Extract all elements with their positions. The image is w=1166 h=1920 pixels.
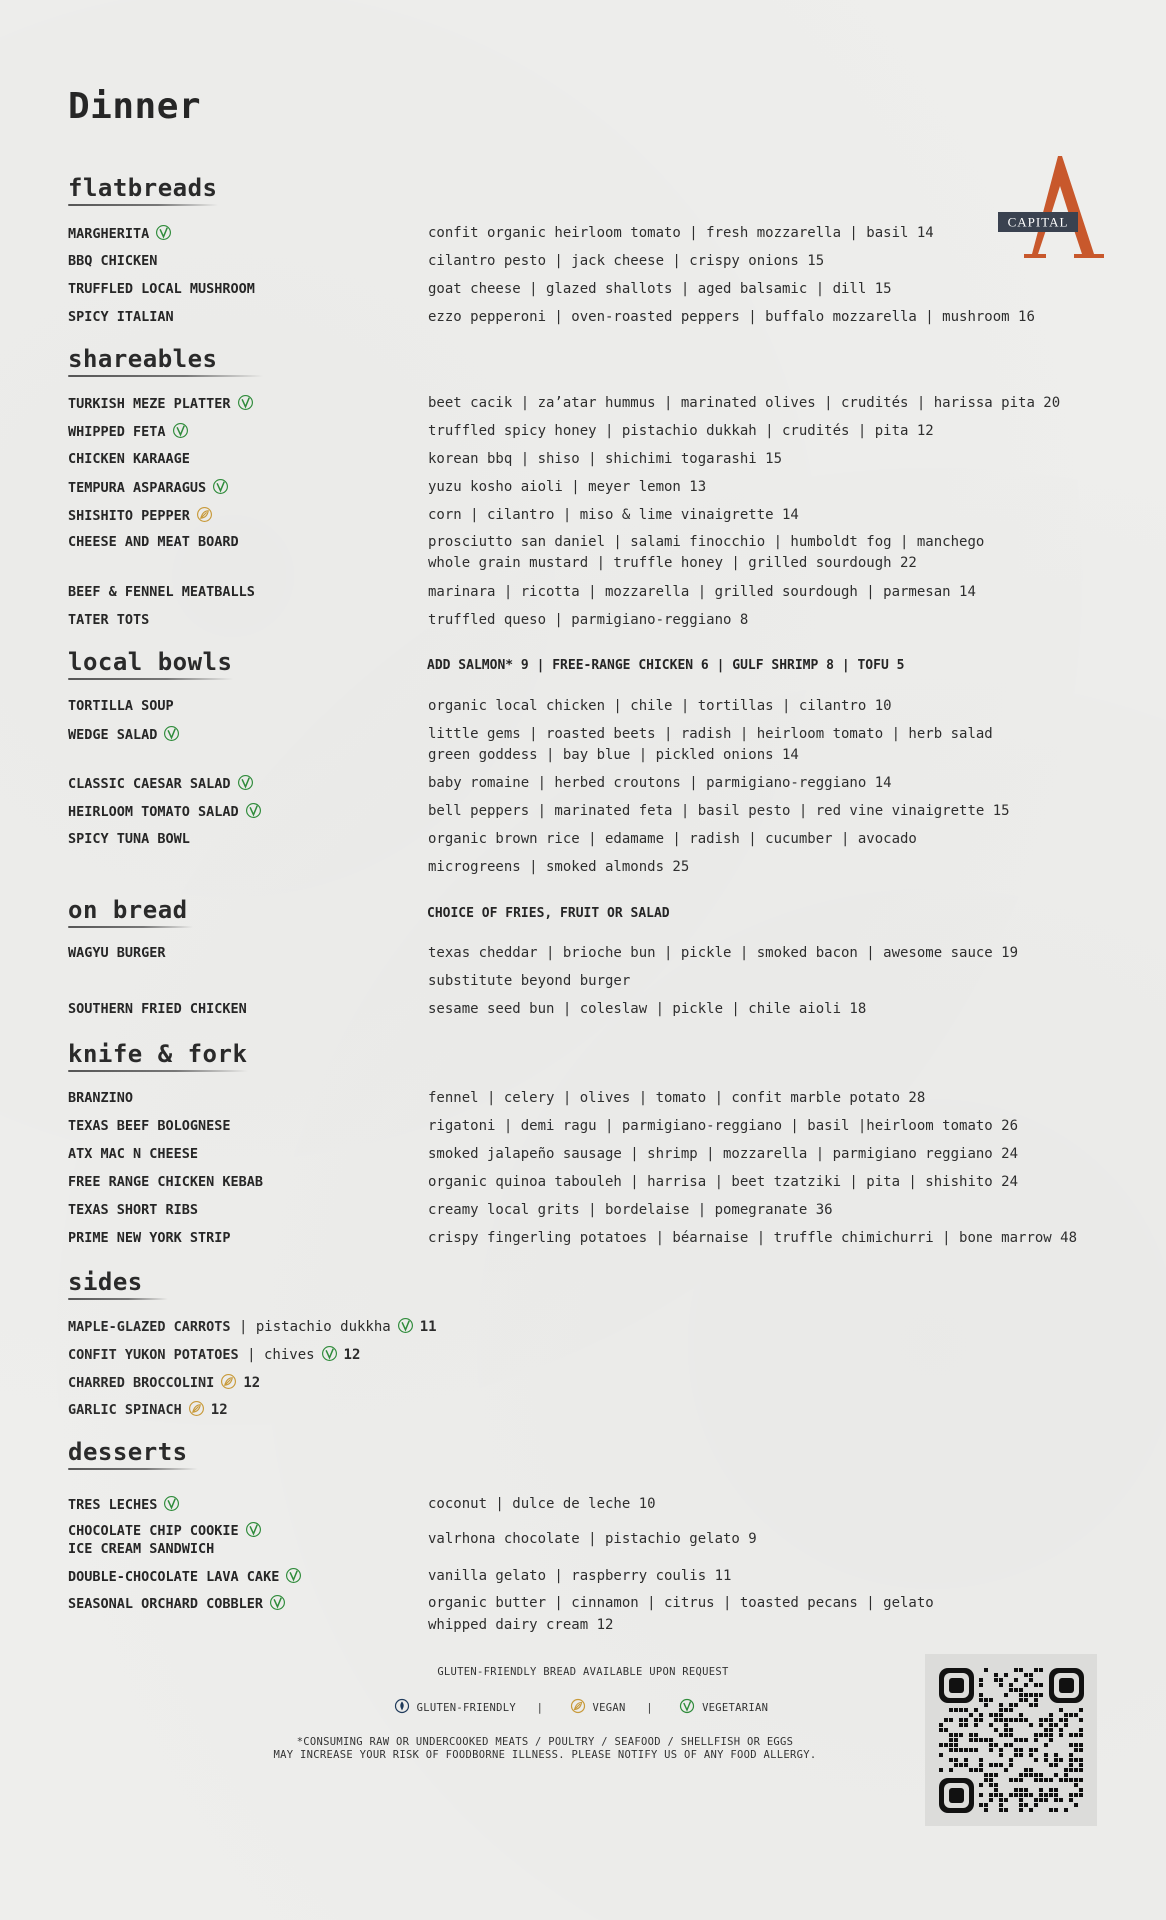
item-name-text: PRIME NEW YORK STRIP bbox=[68, 1230, 231, 1246]
item-name-text: TURKISH MEZE PLATTER bbox=[68, 396, 231, 412]
warning-line-2: MAY INCREASE YOUR RISK OF FOODBORNE ILLNESS. PLEASE NOTIFY US OF ANY FOOD ALLERGY. bbox=[273, 1749, 817, 1761]
side-item bbox=[68, 1373, 260, 1392]
vegetarian-icon bbox=[397, 1317, 414, 1334]
item-name bbox=[68, 697, 174, 715]
item-name bbox=[68, 308, 174, 326]
item-name bbox=[68, 1567, 302, 1586]
item-name bbox=[68, 506, 213, 525]
item-name-text: SPICY ITALIAN bbox=[68, 309, 174, 325]
item-description: valrhona chocolate | pistachio gelato 9 bbox=[428, 1531, 757, 1547]
item-name bbox=[68, 1089, 133, 1107]
item-description: microgreens | smoked almonds 25 bbox=[428, 859, 690, 875]
item-name-text: SEASONAL ORCHARD COBBLER bbox=[68, 1596, 264, 1612]
item-name-text: CHEESE AND MEAT BOARD bbox=[68, 534, 239, 550]
item-name bbox=[68, 478, 229, 497]
legend-vegan-label: VEGAN bbox=[592, 1702, 626, 1714]
section-title: local bowls bbox=[68, 648, 233, 676]
item-name bbox=[68, 944, 166, 962]
item-description: fennel | celery | olives | tomato | confit marble potato 28 bbox=[428, 1090, 926, 1106]
bread-note: GLUTEN-FRIENDLY BREAD AVAILABLE UPON REQUEST bbox=[437, 1666, 729, 1678]
item-name-text: TEXAS SHORT RIBS bbox=[68, 1202, 199, 1218]
item-name bbox=[68, 583, 255, 601]
side-price: 12 bbox=[343, 1347, 361, 1363]
side-price: 12 bbox=[210, 1402, 228, 1418]
item-name-text: HEIRLOOM TOMATO SALAD bbox=[68, 804, 239, 820]
qr-code[interactable] bbox=[925, 1654, 1097, 1826]
section-note: ADD SALMON* 9 | FREE-RANGE CHICKEN 6 | GULF SHRIMP 8 | TOFU 5 bbox=[427, 658, 905, 673]
item-description: smoked jalapeño sausage | shrimp | mozzarella | parmigiano reggiano 24 bbox=[428, 1146, 1019, 1162]
item-description: coconut | dulce de leche 10 bbox=[428, 1496, 656, 1512]
vegetarian-icon bbox=[237, 774, 254, 791]
item-description: truffled queso | parmigiano-reggiano 8 bbox=[428, 612, 749, 628]
item-name bbox=[68, 280, 255, 298]
item-name-text: WEDGE SALAD bbox=[68, 727, 158, 743]
vegetarian-icon bbox=[172, 422, 189, 439]
warning-line-1: *CONSUMING RAW OR UNDERCOOKED MEATS / POULTRY / SEAFOOD / SHELLFISH OR EGGS bbox=[296, 1736, 794, 1748]
vegan-icon bbox=[570, 1698, 586, 1714]
section-title: flatbreads bbox=[68, 174, 218, 202]
item-name bbox=[68, 830, 190, 848]
item-description: prosciutto san daniel | salami finocchio | humboldt fog | manchego bbox=[428, 534, 985, 550]
item-name-text: MARGHERITA bbox=[68, 226, 150, 242]
item-description: goat cheese | glazed shallots | aged balsamic | dill 15 bbox=[428, 281, 892, 297]
item-name-text: TORTILLA SOUP bbox=[68, 698, 174, 714]
vegetarian-icon bbox=[237, 394, 254, 411]
item-name bbox=[68, 802, 262, 821]
item-name-text: CHOCOLATE CHIP COOKIE bbox=[68, 1523, 239, 1539]
item-name-text: WAGYU BURGER bbox=[68, 945, 166, 961]
gluten-friendly-icon bbox=[394, 1698, 410, 1714]
vegan-icon bbox=[196, 506, 213, 523]
title-underline bbox=[68, 926, 193, 928]
side-item bbox=[68, 1317, 437, 1336]
item-description: marinara | ricotta | mozzarella | grilled sourdough | parmesan 14 bbox=[428, 584, 976, 600]
side-extra: | pistachio dukkha bbox=[230, 1319, 391, 1335]
capital-logo bbox=[996, 150, 1116, 268]
item-name-text: DOUBLE-CHOCOLATE LAVA CAKE bbox=[68, 1569, 280, 1585]
item-description: bell peppers | marinated feta | basil pesto | red vine vinaigrette 15 bbox=[428, 803, 1010, 819]
item-name bbox=[68, 450, 190, 468]
item-description: yuzu kosho aioli | meyer lemon 13 bbox=[428, 479, 707, 495]
side-name: MAPLE-GLAZED CARROTS bbox=[68, 1319, 231, 1335]
item-name bbox=[68, 394, 254, 413]
legend-separator: | bbox=[536, 1702, 544, 1714]
title-underline bbox=[68, 375, 263, 377]
item-description: rigatoni | demi ragu | parmigiano-reggiano | basil |heirloom tomato 26 bbox=[428, 1118, 1019, 1134]
item-description: organic butter | cinnamon | citrus | toasted pecans | gelato bbox=[428, 1595, 934, 1611]
side-name: CONFIT YUKON POTATOES bbox=[68, 1347, 239, 1363]
legend-gluten-label: GLUTEN-FRIENDLY bbox=[416, 1702, 516, 1714]
title-underline bbox=[68, 204, 218, 206]
side-item bbox=[68, 1400, 228, 1419]
item-name-line-2: ICE CREAM SANDWICH bbox=[68, 1541, 215, 1557]
item-name bbox=[68, 1594, 286, 1613]
item-name bbox=[68, 611, 149, 629]
item-name bbox=[68, 774, 254, 793]
vegetarian-icon bbox=[285, 1567, 302, 1584]
section-title: shareables bbox=[68, 345, 218, 373]
item-name-text: CHICKEN KARAAGE bbox=[68, 451, 190, 467]
item-name bbox=[68, 1117, 231, 1135]
section-title: knife & fork bbox=[68, 1040, 248, 1068]
item-name bbox=[68, 1495, 180, 1514]
item-name-text: WHIPPED FETA bbox=[68, 424, 166, 440]
item-name-text: SPICY TUNA BOWL bbox=[68, 831, 190, 847]
item-name-text: TEXAS BEEF BOLOGNESE bbox=[68, 1118, 231, 1134]
item-description: ezzo pepperoni | oven-roasted peppers | buffalo mozzarella | mushroom 16 bbox=[428, 309, 1035, 325]
item-name bbox=[68, 422, 189, 441]
item-name-text: BBQ CHICKEN bbox=[68, 253, 158, 269]
title-underline bbox=[68, 678, 233, 680]
legend-vegetarian-label: VEGETARIAN bbox=[702, 1702, 769, 1714]
section-title: on bread bbox=[68, 896, 188, 924]
item-description: cilantro pesto | jack cheese | crispy onions 15 bbox=[428, 253, 825, 269]
item-name bbox=[68, 224, 172, 243]
vegan-icon bbox=[220, 1373, 237, 1390]
item-name bbox=[68, 533, 239, 551]
item-description: green goddess | bay blue | pickled onions 14 bbox=[428, 747, 799, 763]
qr-code-image bbox=[925, 1654, 1097, 1826]
item-name bbox=[68, 1201, 198, 1219]
item-description: texas cheddar | brioche bun | pickle | smoked bacon | awesome sauce 19 bbox=[428, 945, 1019, 961]
item-name-text: SOUTHERN FRIED CHICKEN bbox=[68, 1001, 247, 1017]
item-description: organic brown rice | edamame | radish | cucumber | avocado bbox=[428, 831, 917, 847]
item-name-text: SHISHITO PEPPER bbox=[68, 508, 190, 524]
item-description: korean bbq | shiso | shichimi togarashi 15 bbox=[428, 451, 783, 467]
vegetarian-icon bbox=[212, 478, 229, 495]
vegetarian-icon bbox=[163, 1495, 180, 1512]
vegan-icon bbox=[188, 1400, 205, 1417]
item-description: organic quinoa tabouleh | harrisa | beet tzatziki | pita | shishito 24 bbox=[428, 1174, 1019, 1190]
section-title: sides bbox=[68, 1268, 143, 1296]
item-description: sesame seed bun | coleslaw | pickle | chile aioli 18 bbox=[428, 1001, 867, 1017]
side-price: 11 bbox=[419, 1319, 437, 1335]
item-description: truffled spicy honey | pistachio dukkah | crudités | pita 12 bbox=[428, 423, 934, 439]
item-name bbox=[68, 725, 180, 744]
item-description: whole grain mustard | truffle honey | grilled sourdough 22 bbox=[428, 555, 917, 571]
item-name-text: ATX MAC N CHEESE bbox=[68, 1146, 199, 1162]
side-name: GARLIC SPINACH bbox=[68, 1402, 182, 1418]
logo-word: CAPITAL bbox=[1007, 214, 1069, 230]
item-name bbox=[68, 252, 157, 270]
side-item bbox=[68, 1345, 360, 1364]
item-description: corn | cilantro | miso & lime vinaigrette 14 bbox=[428, 507, 799, 523]
item-name-text: TATER TOTS bbox=[68, 612, 150, 628]
diet-legend bbox=[388, 1698, 768, 1714]
vegetarian-icon bbox=[245, 1521, 262, 1538]
vegetarian-icon bbox=[679, 1698, 695, 1714]
item-name-text: TRUFFLED LOCAL MUSHROOM bbox=[68, 281, 255, 297]
item-name-text: BRANZINO bbox=[68, 1090, 134, 1106]
item-description: crispy fingerling potatoes | béarnaise | truffle chimichurri | bone marrow 48 bbox=[428, 1230, 1078, 1246]
item-description: baby romaine | herbed croutons | parmigiano-reggiano 14 bbox=[428, 775, 892, 791]
title-underline bbox=[68, 1298, 168, 1300]
item-name bbox=[68, 1000, 247, 1018]
item-description: little gems | roasted beets | radish | heirloom tomato | herb salad bbox=[428, 726, 993, 742]
item-description: whipped dairy cream 12 bbox=[428, 1617, 614, 1633]
title-underline bbox=[68, 1468, 198, 1470]
item-name bbox=[68, 1173, 263, 1191]
item-description: beet cacik | za’atar hummus | marinated olives | crudités | harissa pita 20 bbox=[428, 395, 1061, 411]
item-name bbox=[68, 1145, 198, 1163]
vegetarian-icon bbox=[245, 802, 262, 819]
vegetarian-icon bbox=[163, 725, 180, 742]
item-name-text: TRES LECHES bbox=[68, 1497, 158, 1513]
section-title: desserts bbox=[68, 1438, 188, 1466]
title-underline bbox=[68, 1070, 248, 1072]
side-price: 12 bbox=[243, 1375, 261, 1391]
side-name: CHARRED BROCCOLINI bbox=[68, 1375, 215, 1391]
item-description: substitute beyond burger bbox=[428, 973, 631, 989]
item-description: creamy local grits | bordelaise | pomegranate 36 bbox=[428, 1202, 833, 1218]
item-description: vanilla gelato | raspberry coulis 11 bbox=[428, 1568, 732, 1584]
side-extra: | chives bbox=[238, 1347, 315, 1363]
item-name-text: BEEF & FENNEL MEATBALLS bbox=[68, 584, 255, 600]
legend-separator: | bbox=[646, 1702, 653, 1714]
item-description: confit organic heirloom tomato | fresh mozzarella | basil 14 bbox=[428, 225, 934, 241]
item-name-text: CLASSIC CAESAR SALAD bbox=[68, 776, 231, 792]
vegetarian-icon bbox=[269, 1594, 286, 1611]
vegetarian-icon bbox=[321, 1345, 338, 1362]
vegetarian-icon bbox=[155, 224, 172, 241]
item-name bbox=[68, 1229, 231, 1247]
item-description: organic local chicken | chile | tortillas | cilantro 10 bbox=[428, 698, 892, 714]
page-title: Dinner bbox=[68, 86, 202, 127]
item-name-text: FREE RANGE CHICKEN KEBAB bbox=[68, 1174, 264, 1190]
item-name-text: TEMPURA ASPARAGUS bbox=[68, 480, 207, 496]
item-name bbox=[68, 1521, 262, 1558]
section-note: CHOICE OF FRIES, FRUIT OR SALAD bbox=[427, 906, 670, 921]
